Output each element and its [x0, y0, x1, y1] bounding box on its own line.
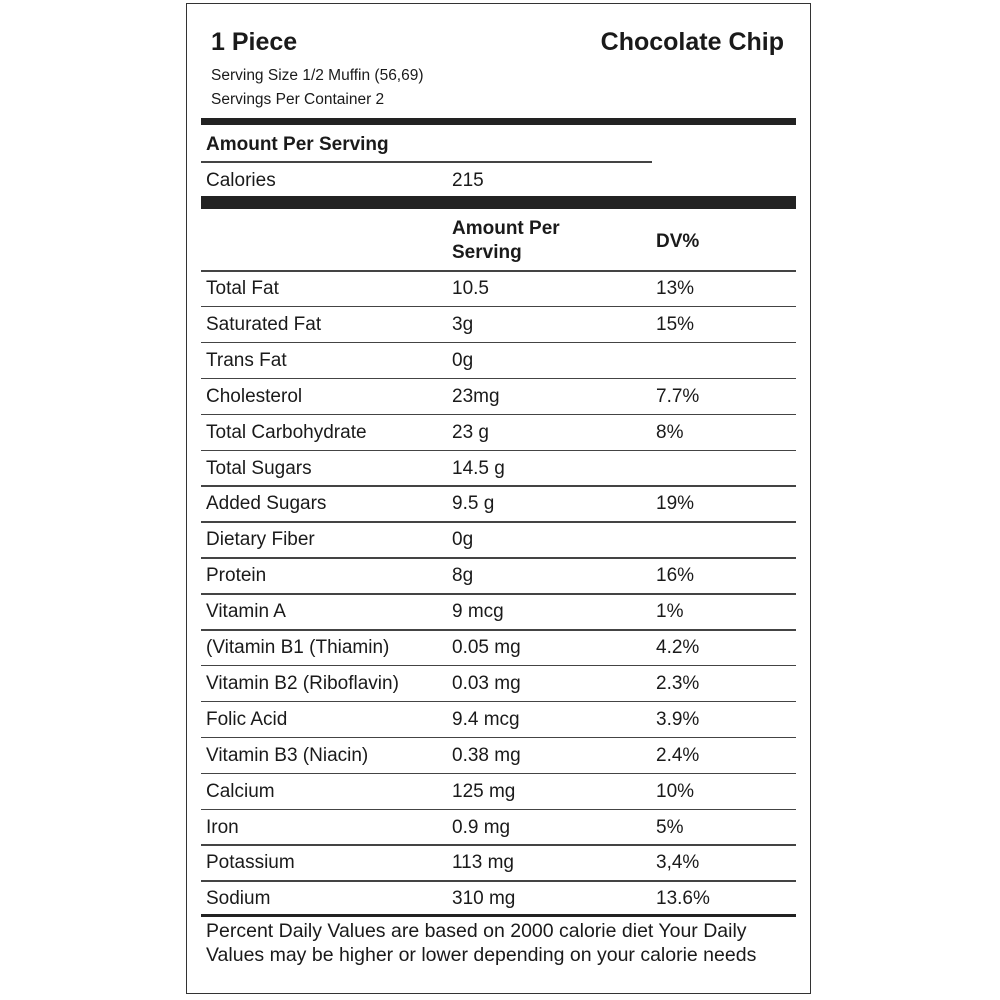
daily-value-footnote: Percent Daily Values are based on 2000 calorie diet Your Daily Values may be higher or lower depending on your calorie needs [206, 920, 757, 966]
row-divider [201, 270, 796, 272]
row-divider [201, 844, 796, 846]
row-divider [201, 306, 796, 308]
nutrient-amount: 14.5 g [452, 457, 505, 479]
nutrient-amount: 113 mg [452, 852, 514, 874]
nutrient-amount: 0.05 mg [452, 637, 521, 658]
amount-column-header-line: Amount Per [452, 218, 560, 239]
nutrient-dv: 13.6% [656, 888, 710, 910]
nutrient-dv: 8% [656, 421, 684, 443]
nutrient-amount: 23mg [452, 385, 500, 407]
nutrient-amount: 0.03 mg [452, 672, 521, 694]
nutrient-amount: 10.5 [452, 278, 489, 299]
row-divider [201, 557, 796, 559]
nutrient-amount: 3g [452, 313, 474, 335]
nutrient-amount: 9.5 g [452, 493, 495, 515]
nutrient-dv: 4.2% [656, 637, 700, 658]
nutrient-dv: 10% [656, 780, 695, 802]
serving-title: 1 Piece [211, 28, 298, 56]
row-divider [201, 629, 796, 631]
nutrient-name: Iron [206, 816, 239, 838]
nutrient-name: Total Carbohydrate [206, 421, 367, 443]
serving-size: Serving Size 1/2 Muffin (56,69) [211, 67, 424, 84]
calories-value: 215 [452, 170, 484, 191]
nutrient-amount: 0g [452, 349, 474, 371]
row-divider [201, 737, 796, 739]
nutrient-name: Total Sugars [206, 457, 312, 479]
row-divider [201, 450, 796, 452]
nutrient-dv: 1% [656, 601, 684, 623]
nutrient-amount: 0.38 mg [452, 744, 521, 766]
row-divider [201, 414, 796, 416]
calories-label: Calories [206, 170, 276, 191]
row-divider [201, 773, 796, 775]
nutrition-facts-label [186, 3, 811, 994]
nutrient-name: Total Fat [206, 278, 279, 299]
row-divider [201, 880, 796, 882]
thick-divider [201, 118, 796, 125]
nutrient-name: Folic Acid [206, 708, 288, 730]
row-divider [201, 665, 796, 667]
flavor-title: Chocolate Chip [600, 28, 784, 56]
amount-column-header [452, 217, 560, 265]
nutrient-dv: 7.7% [656, 385, 700, 407]
nutrient-amount: 23 g [452, 421, 489, 443]
nutrient-amount: 8g [452, 565, 474, 587]
row-divider [201, 593, 796, 595]
nutrient-name: Protein [206, 565, 267, 587]
nutrient-dv: 3,4% [656, 852, 700, 874]
nutrient-name: Potassium [206, 852, 295, 874]
nutrient-name: Calcium [206, 780, 275, 802]
nutrient-name: Saturated Fat [206, 313, 322, 335]
nutrient-name: (Vitamin B1 (Thiamin) [206, 637, 390, 658]
nutrient-dv: 19% [656, 493, 695, 515]
amount-column-header-line: Serving [452, 242, 522, 263]
row-divider [201, 701, 796, 703]
nutrient-dv: 15% [656, 313, 695, 335]
servings-per-container: Servings Per Container 2 [211, 91, 385, 108]
row-divider [201, 342, 796, 344]
nutrient-amount: 9.4 mcg [452, 708, 520, 730]
nutrient-name: Sodium [206, 888, 271, 910]
nutrient-dv: 5% [656, 816, 684, 838]
nutrient-dv: 16% [656, 565, 695, 587]
row-divider [201, 485, 796, 487]
nutrient-name: Cholesterol [206, 385, 303, 407]
nutrient-name: Vitamin A [206, 601, 286, 623]
nutrient-amount: 0.9 mg [452, 816, 511, 838]
dv-column-header: DV% [656, 231, 700, 252]
nutrient-name: Dietary Fiber [206, 529, 315, 551]
nutrient-amount: 9 mcg [452, 601, 504, 623]
nutrient-dv: 13% [656, 278, 695, 299]
nutrient-name: Vitamin B3 (Niacin) [206, 744, 369, 766]
thick-divider [201, 196, 796, 209]
row-divider [201, 521, 796, 523]
nutrient-dv: 3.9% [656, 708, 700, 730]
nutrient-dv: 2.3% [656, 672, 700, 694]
nutrient-name: Vitamin B2 (Riboflavin) [206, 672, 399, 694]
divider [201, 161, 652, 163]
divider [201, 914, 796, 917]
nutrient-amount: 0g [452, 529, 474, 551]
nutrient-name: Added Sugars [206, 493, 327, 515]
amount-per-serving-heading: Amount Per Serving [206, 134, 389, 155]
nutrient-amount: 125 mg [452, 780, 516, 802]
row-divider [201, 378, 796, 380]
row-divider [201, 809, 796, 811]
nutrient-dv: 2.4% [656, 744, 700, 766]
nutrient-name: Trans Fat [206, 349, 287, 371]
nutrient-amount: 310 mg [452, 888, 516, 910]
